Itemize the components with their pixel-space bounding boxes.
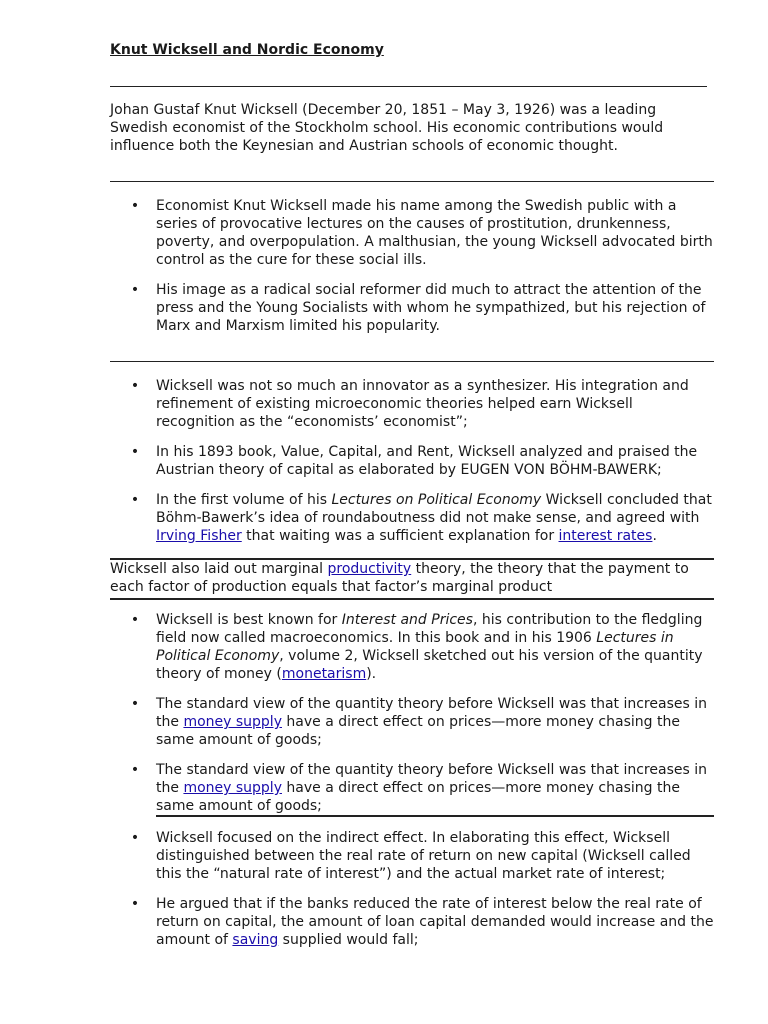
text-run: Wicksell concluded that Böhm-Bawerk’s idea of roundaboutness did not make sense, and agreed with bbox=[156, 492, 712, 526]
list-item bbox=[110, 377, 714, 431]
bullet-icon: • bbox=[130, 378, 140, 394]
text-run: have a direct effect on prices—more money chasing the same amount of goods; bbox=[156, 714, 680, 748]
bullet-icon: • bbox=[130, 830, 140, 846]
separator-line bbox=[110, 598, 714, 600]
document-title: Knut Wicksell and Nordic Economy bbox=[110, 42, 384, 58]
bullet-list-quantity-theory bbox=[110, 611, 714, 827]
bullet-icon: • bbox=[130, 198, 140, 214]
bullet-icon: • bbox=[130, 282, 140, 298]
list-item-text: In his 1893 book, Value, Capital, and Rent, Wicksell analyzed and praised the Austrian theory of capital as elaborated by EUGEN VON BÖHM-BAWERK; bbox=[156, 444, 698, 478]
list-item-text bbox=[156, 612, 703, 682]
text-run: . bbox=[652, 528, 657, 544]
interest-rates-link[interactable]: interest rates bbox=[558, 528, 653, 544]
irving-fisher-link[interactable]: Irving Fisher bbox=[156, 528, 242, 544]
book-title: Lectures on Political Economy bbox=[331, 492, 542, 508]
list-item-text bbox=[156, 762, 707, 814]
bullet-icon: • bbox=[130, 492, 140, 508]
list-item bbox=[110, 695, 714, 749]
intro-paragraph: Johan Gustaf Knut Wicksell (December 20, 1851 – May 3, 1926) was a leading Swedish economist of the Stockholm school. His economic contributions would influence both the Keynesian and Austrian schools of economic thought. bbox=[110, 102, 664, 154]
text-run: He argued that if the banks reduced the rate of interest below the real rate of return on capital, the amount of loan capital demanded would increase and the amount of bbox=[156, 896, 714, 948]
text-run: Wicksell is best known for bbox=[156, 612, 342, 628]
text-run: In the first volume of his bbox=[156, 492, 332, 508]
list-item-text bbox=[156, 696, 707, 748]
bullet-list-interest-rates bbox=[110, 829, 714, 961]
productivity-paragraph bbox=[110, 560, 714, 596]
list-item-text: His image as a radical social reformer did much to attract the attention of the press and the Young Socialists with whom he sympathized, but his rejection of Marx and Marxism limited his popularity. bbox=[156, 282, 706, 334]
text-run: supplied would fall; bbox=[278, 932, 419, 948]
text-run: Wicksell also laid out marginal bbox=[110, 561, 328, 577]
book-title: Interest and Prices bbox=[341, 612, 473, 628]
list-item bbox=[110, 443, 714, 479]
text-run: that waiting was a sufficient explanation for bbox=[241, 528, 559, 544]
bullet-icon: • bbox=[130, 612, 140, 628]
productivity-link[interactable]: productivity bbox=[327, 561, 412, 577]
monetarism-link[interactable]: monetarism bbox=[281, 666, 367, 682]
saving-link[interactable]: saving bbox=[232, 932, 279, 948]
list-item-text: Economist Knut Wicksell made his name among the Swedish public with a series of provocative lectures on the causes of prostitution, drunkenness, poverty, and overpopulation. A malthusian, the young Wicksell advocated birth control as the cure for these social ills. bbox=[156, 198, 713, 268]
book-title: Lectures in Political Economy bbox=[156, 630, 674, 664]
list-item bbox=[110, 761, 714, 815]
list-item bbox=[110, 895, 714, 949]
text-run: , his contribution to the fledgling field now called macroeconomics. In this book and in his 1906 bbox=[156, 612, 703, 646]
text-run: ). bbox=[366, 666, 377, 682]
separator-line bbox=[110, 181, 714, 182]
list-item bbox=[110, 611, 714, 683]
list-item-text bbox=[156, 492, 712, 544]
text-run: , volume 2, Wicksell sketched out his version of the quantity theory of money ( bbox=[156, 648, 703, 682]
separator-line bbox=[110, 86, 707, 87]
text-run: The standard view of the quantity theory before Wicksell was that increases in the bbox=[156, 696, 707, 730]
bullet-icon: • bbox=[130, 762, 140, 778]
list-item bbox=[110, 197, 714, 269]
bullet-icon: • bbox=[130, 696, 140, 712]
bullet-list-social-reform bbox=[110, 197, 714, 347]
money-supply-link[interactable]: money supply bbox=[183, 714, 282, 730]
separator-line bbox=[156, 815, 714, 817]
text-run: The standard view of the quantity theory before Wicksell was that increases in the bbox=[156, 762, 707, 796]
bullet-list-capital-theory bbox=[110, 377, 714, 557]
list-item bbox=[110, 281, 714, 335]
money-supply-link[interactable]: money supply bbox=[183, 780, 282, 796]
list-item bbox=[110, 829, 714, 883]
bullet-icon: • bbox=[130, 444, 140, 460]
text-run: have a direct effect on prices—more money chasing the same amount of goods; bbox=[156, 780, 680, 814]
list-item bbox=[110, 491, 714, 545]
bullet-icon: • bbox=[130, 896, 140, 912]
text-run: theory, the theory that the payment to each factor of production equals that factor’s marginal product bbox=[110, 561, 689, 595]
list-item-text: Wicksell focused on the indirect effect. In elaborating this effect, Wicksell distinguished between the real rate of return on new capital (Wicksell called this the “natural rate of interest”) and the actual market rate of interest; bbox=[156, 830, 691, 882]
list-item-text: Wicksell was not so much an innovator as a synthesizer. His integration and refinement of existing microeconomic theories helped earn Wicksell recognition as the “economists’ economist”; bbox=[156, 378, 689, 430]
separator-line bbox=[110, 361, 714, 362]
list-item-text bbox=[156, 896, 713, 948]
